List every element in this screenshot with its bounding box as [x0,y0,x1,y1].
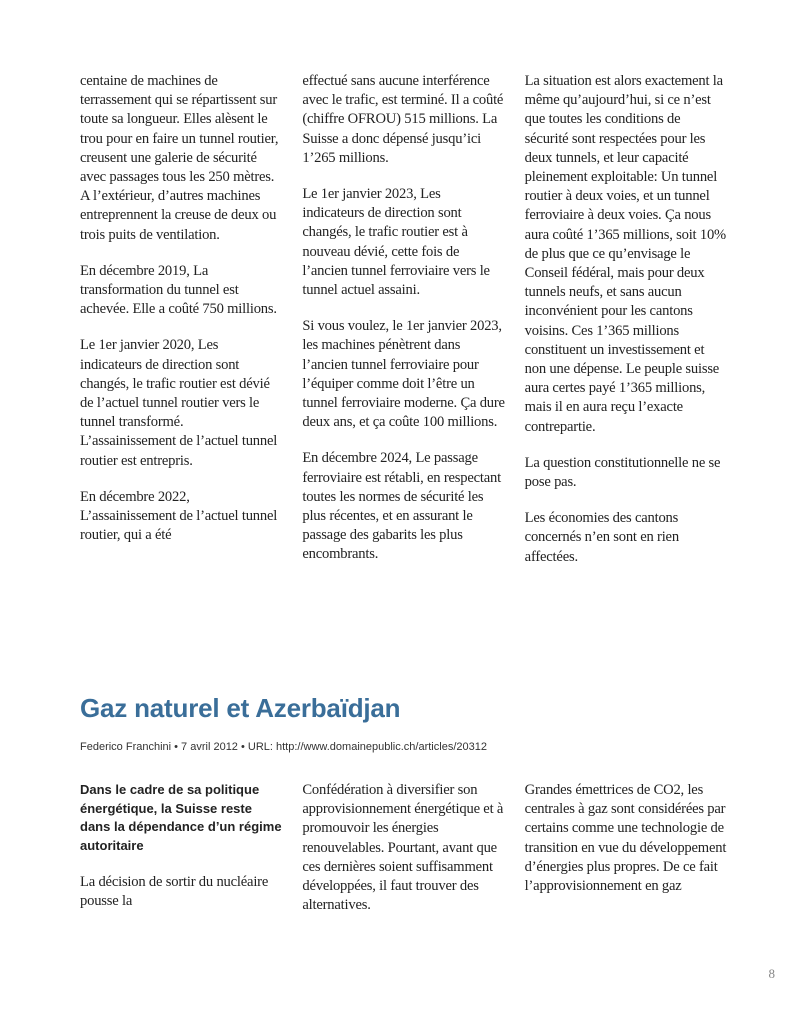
top-column-1 [80,72,282,584]
top-columns [80,72,730,584]
paragraph: En décembre 2024, Le passage ferroviaire est rétabli, en respectant toutes les normes de sécurité les plus récentes, et en assurant le passage des gabarits les plus encombrants. [302,450,501,563]
article-lead: Dans le cadre de sa politique énergétique, la Suisse reste dans la dépendance d’un régime autoritaire [80,782,282,853]
paragraph: Le 1er janvier 2020, Les indicateurs de direction sont changés, le trafic routier est dévié de l’actuel tunnel routier vers le tunnel transformé. L’assainissement de l’actuel tunnel routier est entrepris. [80,337,278,469]
paragraph: effectué sans aucune interférence avec le trafic, est terminé. Il a coûté (chiffre OFROU) 515 millions. La Suisse a donc dépensé jusqu’ici 1’265 millions. [302,73,504,166]
paragraph: La situation est alors exactement la même qu’aujourd’hui, si ce n’est que toutes les conditions de sécurité sont respectées pour les deux tunnels, et leur capacité pleinement exploitable: Un tunnel routier à deux voies, et un tunnel ferroviaire à deux voies. Ça nous aura coûté 1’365 millions, soit 10% de plus que ce qu’envisage le Conseil fédéral, mais pour deux tunnels neufs, et sans aucun inconvénient pour les cantons voisins. Ces 1’365 millions constituent un investissement et non une dépense. Le peuple suisse aura certes payé 1’365 millions, mais il en aura reçu l’exacte contrepartie. [524,73,727,435]
article-byline: Federico Franchini • 7 avril 2012 • URL: http://www.domainepublic.ch/articles/20312 [80,741,487,753]
paragraph: Confédération à diversifier son approvisionnement énergétique et à promouvoir les énergies renouvelables. Pourtant, avant que ces dernières soient suffisamment développées, il faut trouver des alternatives. [302,782,504,914]
page-number: 8 [768,966,775,981]
article-column-3 [525,781,727,932]
paragraph: La décision de sortir du nucléaire pousse la [80,874,269,910]
paragraph: En décembre 2019, La transformation du tunnel est achevée. Elle a coûté 750 millions. [80,262,277,318]
article-column-2 [302,781,505,932]
top-column-2 [302,72,505,584]
paragraph: Les économies des cantons concernés n’en sont en rien affectées. [524,510,679,565]
article-column-1 [80,781,282,932]
paragraph: Grandes émettrices de CO2, les centrales à gaz sont considérées par certains comme une technologie de transition en vue du développement d’énergies plus propres. De ce fait l’approvisionnement en gaz [524,782,727,895]
top-column-3 [525,72,727,584]
article-columns [80,781,730,932]
paragraph: La question constitutionnelle ne se pose pas. [524,454,721,491]
article-title: Gaz naturel et Azerbaïdjan [80,693,401,723]
paragraph: Le 1er janvier 2023, Les indicateurs de direction sont changés, le trafic routier est à nouveau dévié, cette fois de l’ancien tunnel ferroviaire vers le tunnel actuel assaini. [302,186,490,299]
paragraph: En décembre 2022, L’assainissement de l’actuel tunnel routier, qui a été [80,488,278,544]
paragraph: centaine de machines de terrassement qui se répartissent sur toute sa longueur. Elles alèsent le trou pour en faire un tunnel routier, creusent une galerie de sécurité avec passages tous les 250 mètres. A l’extérieur, d’autres machines entreprennent la creuse de deux ou trois puits de ventilation. [80,73,279,243]
paragraph: Si vous voulez, le 1er janvier 2023, les machines pénètrent dans l’ancien tunnel ferroviaire pour l’équiper comme doit l’être un tunnel ferroviaire moderne. Ça dure deux ans, et ça coûte 100 millions. [302,318,505,431]
